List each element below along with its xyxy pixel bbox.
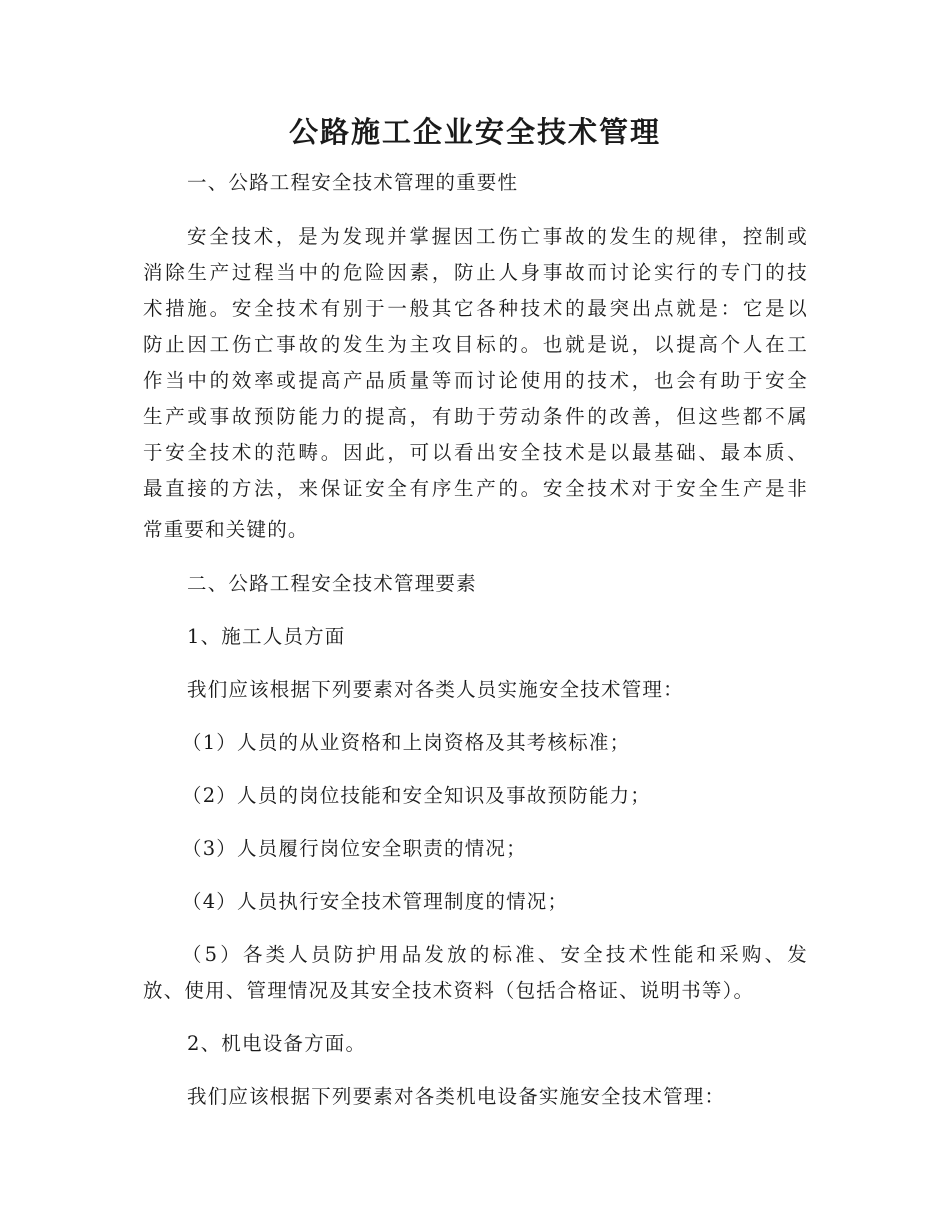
list-item: （5）各类人员防护用品发放的标准、安全技术性能和采购、发 [182, 943, 808, 966]
subsection-2-intro: 我们应该根据下列要素对各类机电设备实施安全技术管理： [187, 1085, 726, 1108]
paragraph-line: 作当中的效率或提高产品质量等而讨论使用的技术，也会有助于安全 [143, 369, 808, 392]
paragraph-line: 生产或事故预防能力的提高，有助于劳动条件的改善，但这些都不属 [143, 405, 808, 428]
paragraph-line: 防止因工伤亡事故的发生为主攻目标的。也就是说，以提高个人在工 [143, 333, 808, 356]
section-2-heading: 二、公路工程安全技术管理要素 [187, 572, 477, 595]
paragraph-line: 于安全技术的范畴。因此，可以看出安全技术是以最基础、最本质、 [143, 441, 808, 464]
paragraph-line: 最直接的方法，来保证安全有序生产的。安全技术对于安全生产是非 [143, 477, 808, 500]
paragraph-line: 安全技术，是为发现并掌握因工伤亡事故的发生的规律，控制或 [187, 225, 808, 248]
paragraph-line: 消除生产过程当中的危险因素，防止人身事故而讨论实行的专门的技 [143, 261, 808, 284]
subsection-2-heading: 2、机电设备方面。 [187, 1032, 367, 1055]
paragraph-line: 术措施。安全技术有别于一般其它各种技术的最突出点就是：它是以 [143, 297, 808, 320]
paragraph-line: 常重要和关键的。 [143, 518, 309, 541]
subsection-1-heading: 1、施工人员方面 [187, 625, 346, 648]
list-item: （3）人员履行岗位安全职责的情况； [182, 837, 527, 860]
document-title: 公路施工企业安全技术管理 [288, 115, 661, 149]
section-1-heading: 一、公路工程安全技术管理的重要性 [187, 171, 519, 194]
list-item: （1）人员的从业资格和上岗资格及其考核标准； [182, 731, 631, 754]
subsection-1-intro: 我们应该根据下列要素对各类人员实施安全技术管理： [187, 678, 684, 701]
list-item: （4）人员执行安全技术管理制度的情况； [182, 890, 569, 913]
list-item: （2）人员的岗位技能和安全知识及事故预防能力； [182, 784, 652, 807]
list-item-continuation: 放、使用、管理情况及其安全技术资料（包括合格证、说明书等）。 [143, 979, 755, 1002]
